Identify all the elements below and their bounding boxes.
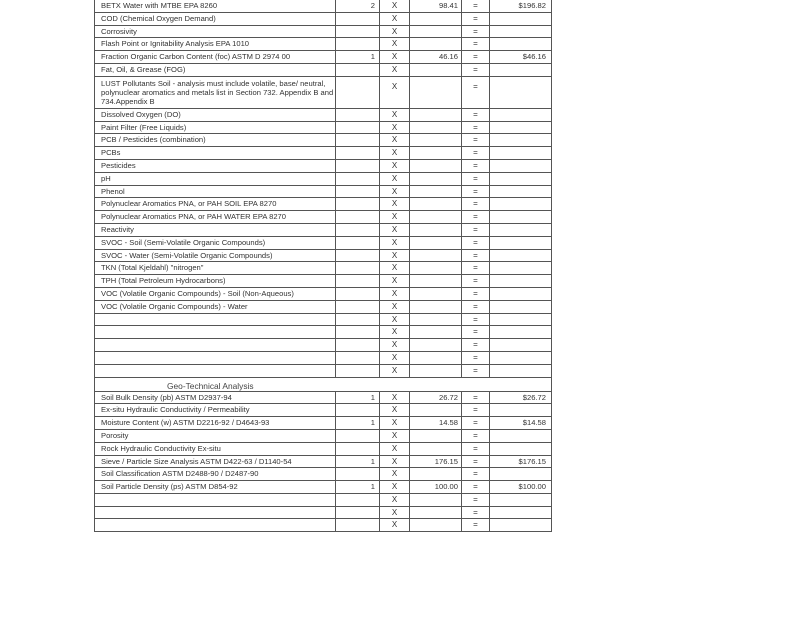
row-quantity — [336, 237, 380, 250]
row-equals-sign: = — [462, 186, 490, 199]
row-description: Corrosivity — [94, 26, 336, 39]
row-total — [490, 211, 552, 224]
row-total — [490, 507, 552, 520]
table-row — [94, 186, 552, 199]
row-quantity: 1 — [336, 456, 380, 469]
table-row — [94, 51, 552, 64]
row-unit-price — [410, 365, 462, 378]
row-total — [490, 250, 552, 263]
table-row — [94, 365, 552, 378]
table-row — [94, 13, 552, 26]
table-row — [94, 443, 552, 456]
row-quantity — [336, 26, 380, 39]
table-row — [94, 224, 552, 237]
row-unit-price: 26.72 — [410, 392, 462, 405]
row-unit-price — [410, 122, 462, 135]
row-unit-price — [410, 494, 462, 507]
row-equals-sign: = — [462, 352, 490, 365]
row-multiply-sign: X — [380, 173, 410, 186]
row-description — [94, 326, 336, 339]
row-quantity — [336, 430, 380, 443]
row-unit-price — [410, 211, 462, 224]
table-row — [94, 134, 552, 147]
row-total — [490, 134, 552, 147]
row-equals-sign: = — [462, 481, 490, 494]
row-multiply-sign: X — [380, 64, 410, 77]
row-equals-sign: = — [462, 173, 490, 186]
row-equals-sign: = — [462, 301, 490, 314]
row-quantity — [336, 314, 380, 327]
row-quantity — [336, 173, 380, 186]
table-row — [94, 64, 552, 77]
row-multiply-sign: X — [380, 443, 410, 456]
row-quantity — [336, 301, 380, 314]
table-row — [94, 494, 552, 507]
row-multiply-sign: X — [380, 160, 410, 173]
geo-technical-header: Geo-Technical Analysis — [94, 378, 552, 392]
row-total — [490, 160, 552, 173]
row-quantity — [336, 64, 380, 77]
row-total: $46.16 — [490, 51, 552, 64]
row-description — [94, 314, 336, 327]
table-row — [94, 198, 552, 211]
row-description — [94, 339, 336, 352]
row-multiply-sign: X — [380, 365, 410, 378]
row-unit-price — [410, 13, 462, 26]
table-row — [94, 262, 552, 275]
row-multiply-sign: X — [380, 13, 410, 26]
row-equals-sign: = — [462, 275, 490, 288]
table-row — [94, 109, 552, 122]
analysis-cost-table — [94, 0, 552, 532]
table-row — [94, 301, 552, 314]
row-equals-sign: = — [462, 147, 490, 160]
row-quantity — [336, 160, 380, 173]
table-row — [94, 339, 552, 352]
analysis-rows-mid — [94, 109, 552, 378]
row-unit-price: 46.16 — [410, 51, 462, 64]
row-total — [490, 64, 552, 77]
row-total — [490, 26, 552, 39]
row-quantity — [336, 122, 380, 135]
row-description: Fat, Oil, & Grease (FOG) — [94, 64, 336, 77]
row-unit-price — [410, 519, 462, 532]
section-header-row — [94, 378, 552, 392]
row-total: $100.00 — [490, 481, 552, 494]
row-total — [490, 186, 552, 199]
table-row — [94, 211, 552, 224]
row-multiply-sign: X — [380, 288, 410, 301]
row-unit-price — [410, 314, 462, 327]
row-multiply-sign: X — [380, 352, 410, 365]
row-multiply-sign: X — [380, 51, 410, 64]
row-description: Fraction Organic Carbon Content (foc) ASTM D 2974 00 — [94, 51, 336, 64]
row-equals-sign: = — [462, 77, 490, 109]
row-multiply-sign: X — [380, 250, 410, 263]
row-total: $26.72 — [490, 392, 552, 405]
table-row — [94, 507, 552, 520]
table-row — [94, 326, 552, 339]
row-quantity — [336, 38, 380, 51]
row-unit-price: 98.41 — [410, 0, 462, 13]
row-multiply-sign: X — [380, 109, 410, 122]
row-equals-sign: = — [462, 237, 490, 250]
row-total — [490, 198, 552, 211]
row-description: SVOC - Water (Semi-Volatile Organic Compounds) — [94, 250, 336, 263]
row-quantity: 1 — [336, 51, 380, 64]
table-row — [94, 352, 552, 365]
row-quantity: 1 — [336, 481, 380, 494]
row-equals-sign: = — [462, 314, 490, 327]
row-quantity — [336, 198, 380, 211]
row-unit-price — [410, 250, 462, 263]
row-unit-price — [410, 326, 462, 339]
row-multiply-sign: X — [380, 26, 410, 39]
table-row — [94, 237, 552, 250]
table-row-lust — [94, 77, 552, 109]
row-description: Soil Bulk Density (pb) ASTM D2937-94 — [94, 392, 336, 405]
row-quantity — [336, 326, 380, 339]
row-multiply-sign: X — [380, 237, 410, 250]
row-equals-sign: = — [462, 430, 490, 443]
row-quantity — [336, 147, 380, 160]
row-multiply-sign: X — [380, 326, 410, 339]
row-total — [490, 468, 552, 481]
row-total — [490, 288, 552, 301]
row-multiply-sign: X — [380, 339, 410, 352]
row-unit-price — [410, 109, 462, 122]
row-quantity — [336, 224, 380, 237]
row-total — [490, 122, 552, 135]
row-description — [94, 519, 336, 532]
row-quantity — [336, 494, 380, 507]
row-quantity — [336, 186, 380, 199]
row-equals-sign: = — [462, 339, 490, 352]
row-equals-sign: = — [462, 109, 490, 122]
table-row — [94, 122, 552, 135]
row-equals-sign: = — [462, 198, 490, 211]
row-description: Pesticides — [94, 160, 336, 173]
table-row — [94, 26, 552, 39]
row-equals-sign: = — [462, 365, 490, 378]
row-equals-sign: = — [462, 262, 490, 275]
row-total — [490, 430, 552, 443]
row-unit-price — [410, 64, 462, 77]
row-equals-sign: = — [462, 507, 490, 520]
row-description: VOC (Volatile Organic Compounds) - Soil (Non-Aqueous) — [94, 288, 336, 301]
row-unit-price — [410, 38, 462, 51]
row-description: Porosity — [94, 430, 336, 443]
table-row — [94, 314, 552, 327]
row-unit-price — [410, 507, 462, 520]
row-total — [490, 443, 552, 456]
row-equals-sign: = — [462, 211, 490, 224]
row-unit-price — [410, 262, 462, 275]
row-unit-price — [410, 288, 462, 301]
row-total — [490, 275, 552, 288]
row-unit-price: 176.15 — [410, 456, 462, 469]
row-multiply-sign: X — [380, 211, 410, 224]
row-quantity: 1 — [336, 392, 380, 405]
analysis-rows-top — [94, 0, 552, 77]
row-description: BETX Water with MTBE EPA 8260 — [94, 0, 336, 13]
row-total — [490, 147, 552, 160]
row-equals-sign: = — [462, 494, 490, 507]
row-multiply-sign: X — [380, 468, 410, 481]
row-equals-sign: = — [462, 51, 490, 64]
row-description: Dissolved Oxygen (DO) — [94, 109, 336, 122]
row-multiply-sign: X — [380, 430, 410, 443]
row-equals-sign: = — [462, 26, 490, 39]
row-equals-sign: = — [462, 38, 490, 51]
row-description: Phenol — [94, 186, 336, 199]
table-row — [94, 147, 552, 160]
row-equals-sign: = — [462, 134, 490, 147]
row-multiply-sign: X — [380, 186, 410, 199]
row-total — [490, 224, 552, 237]
row-description: PCBs — [94, 147, 336, 160]
row-description: PCB / Pesticides (combination) — [94, 134, 336, 147]
row-total: $196.82 — [490, 0, 552, 13]
row-quantity — [336, 519, 380, 532]
row-total — [490, 339, 552, 352]
row-unit-price — [410, 77, 462, 109]
row-unit-price — [410, 26, 462, 39]
row-total — [490, 365, 552, 378]
row-unit-price — [410, 404, 462, 417]
geo-technical-rows — [94, 392, 552, 533]
row-total — [490, 109, 552, 122]
row-unit-price — [410, 224, 462, 237]
row-multiply-sign: X — [380, 417, 410, 430]
row-quantity — [336, 250, 380, 263]
row-quantity — [336, 365, 380, 378]
table-row — [94, 430, 552, 443]
table-row — [94, 392, 552, 405]
row-description: Flash Point or Ignitability Analysis EPA 1010 — [94, 38, 336, 51]
table-row — [94, 519, 552, 532]
table-row — [94, 38, 552, 51]
table-row — [94, 288, 552, 301]
row-multiply-sign: X — [380, 134, 410, 147]
row-unit-price — [410, 301, 462, 314]
row-multiply-sign: X — [380, 507, 410, 520]
row-equals-sign: = — [462, 417, 490, 430]
row-unit-price: 100.00 — [410, 481, 462, 494]
row-total: $176.15 — [490, 456, 552, 469]
row-description — [94, 352, 336, 365]
row-unit-price — [410, 198, 462, 211]
row-quantity — [336, 275, 380, 288]
row-description: Ex-situ Hydraulic Conductivity / Permeability — [94, 404, 336, 417]
row-unit-price — [410, 237, 462, 250]
row-multiply-sign: X — [380, 224, 410, 237]
row-multiply-sign: X — [380, 314, 410, 327]
row-quantity — [336, 468, 380, 481]
row-equals-sign: = — [462, 443, 490, 456]
table-row — [94, 275, 552, 288]
row-equals-sign: = — [462, 519, 490, 532]
row-unit-price — [410, 186, 462, 199]
row-description: VOC (Volatile Organic Compounds) - Water — [94, 301, 336, 314]
row-multiply-sign: X — [380, 275, 410, 288]
row-equals-sign: = — [462, 326, 490, 339]
row-description — [94, 365, 336, 378]
row-equals-sign: = — [462, 288, 490, 301]
row-quantity — [336, 109, 380, 122]
row-multiply-sign: X — [380, 262, 410, 275]
row-multiply-sign: X — [380, 392, 410, 405]
row-description: Sieve / Particle Size Analysis ASTM D422-63 / D1140-54 — [94, 456, 336, 469]
table-row — [94, 468, 552, 481]
row-total — [490, 237, 552, 250]
row-description: Soil Particle Density (ps) ASTM D854-92 — [94, 481, 336, 494]
row-description: pH — [94, 173, 336, 186]
row-multiply-sign: X — [380, 38, 410, 51]
table-row — [94, 404, 552, 417]
row-multiply-sign: X — [380, 198, 410, 211]
table-row — [94, 0, 552, 13]
row-equals-sign: = — [462, 456, 490, 469]
row-total — [490, 77, 552, 109]
row-total — [490, 38, 552, 51]
row-multiply-sign: X — [380, 404, 410, 417]
row-description: TPH (Total Petroleum Hydrocarbons) — [94, 275, 336, 288]
row-description: Polynuclear Aromatics PNA, or PAH WATER EPA 8270 — [94, 211, 336, 224]
row-multiply-sign: X — [380, 0, 410, 13]
row-multiply-sign: X — [380, 301, 410, 314]
row-total — [490, 352, 552, 365]
row-quantity — [336, 288, 380, 301]
row-equals-sign: = — [462, 122, 490, 135]
row-quantity: 2 — [336, 0, 380, 13]
row-total — [490, 494, 552, 507]
row-unit-price — [410, 134, 462, 147]
row-multiply-sign: X — [380, 456, 410, 469]
row-description: Reactivity — [94, 224, 336, 237]
row-total — [490, 173, 552, 186]
row-equals-sign: = — [462, 392, 490, 405]
row-quantity — [336, 443, 380, 456]
row-total — [490, 13, 552, 26]
row-equals-sign: = — [462, 0, 490, 13]
row-description: Polynuclear Aromatics PNA, or PAH SOIL EPA 8270 — [94, 198, 336, 211]
row-equals-sign: = — [462, 404, 490, 417]
row-unit-price — [410, 160, 462, 173]
row-unit-price — [410, 339, 462, 352]
row-quantity: 1 — [336, 417, 380, 430]
row-total: $14.58 — [490, 417, 552, 430]
row-description — [94, 507, 336, 520]
row-description: Paint Filter (Free Liquids) — [94, 122, 336, 135]
table-row — [94, 250, 552, 263]
row-quantity — [336, 211, 380, 224]
row-description: TKN (Total Kjeldahl) "nitrogen" — [94, 262, 336, 275]
row-equals-sign: = — [462, 224, 490, 237]
row-quantity — [336, 77, 380, 109]
table-row — [94, 481, 552, 494]
row-description — [94, 494, 336, 507]
row-multiply-sign: X — [380, 122, 410, 135]
row-description: Moisture Content (w) ASTM D2216-92 / D4643-93 — [94, 417, 336, 430]
row-unit-price — [410, 468, 462, 481]
row-equals-sign: = — [462, 468, 490, 481]
row-quantity — [336, 13, 380, 26]
row-total — [490, 301, 552, 314]
row-unit-price — [410, 443, 462, 456]
table-row — [94, 417, 552, 430]
row-description: LUST Pollutants Soil - analysis must include volatile, base/ neutral, polynuclear aromatics and metals list in Section 732. Appendix B and 734.Appendix B — [94, 77, 336, 109]
row-quantity — [336, 404, 380, 417]
row-equals-sign: = — [462, 160, 490, 173]
row-unit-price — [410, 275, 462, 288]
row-quantity — [336, 262, 380, 275]
row-multiply-sign: X — [380, 494, 410, 507]
row-multiply-sign: X — [380, 519, 410, 532]
row-total — [490, 326, 552, 339]
table-row — [94, 173, 552, 186]
row-description: Soil Classification ASTM D2488-90 / D2487-90 — [94, 468, 336, 481]
row-total — [490, 519, 552, 532]
row-quantity — [336, 134, 380, 147]
row-unit-price — [410, 147, 462, 160]
row-unit-price — [410, 430, 462, 443]
row-total — [490, 262, 552, 275]
row-total — [490, 314, 552, 327]
row-quantity — [336, 352, 380, 365]
row-unit-price — [410, 352, 462, 365]
row-quantity — [336, 339, 380, 352]
row-quantity — [336, 507, 380, 520]
row-equals-sign: = — [462, 250, 490, 263]
row-unit-price: 14.58 — [410, 417, 462, 430]
row-equals-sign: = — [462, 13, 490, 26]
row-multiply-sign: X — [380, 481, 410, 494]
row-total — [490, 404, 552, 417]
row-multiply-sign: X — [380, 147, 410, 160]
table-row — [94, 456, 552, 469]
table-row — [94, 160, 552, 173]
row-equals-sign: = — [462, 64, 490, 77]
row-description: Rock Hydraulic Conductivity Ex-situ — [94, 443, 336, 456]
row-description: SVOC - Soil (Semi-Volatile Organic Compounds) — [94, 237, 336, 250]
row-description: COD (Chemical Oxygen Demand) — [94, 13, 336, 26]
row-unit-price — [410, 173, 462, 186]
row-multiply-sign: X — [380, 77, 410, 109]
